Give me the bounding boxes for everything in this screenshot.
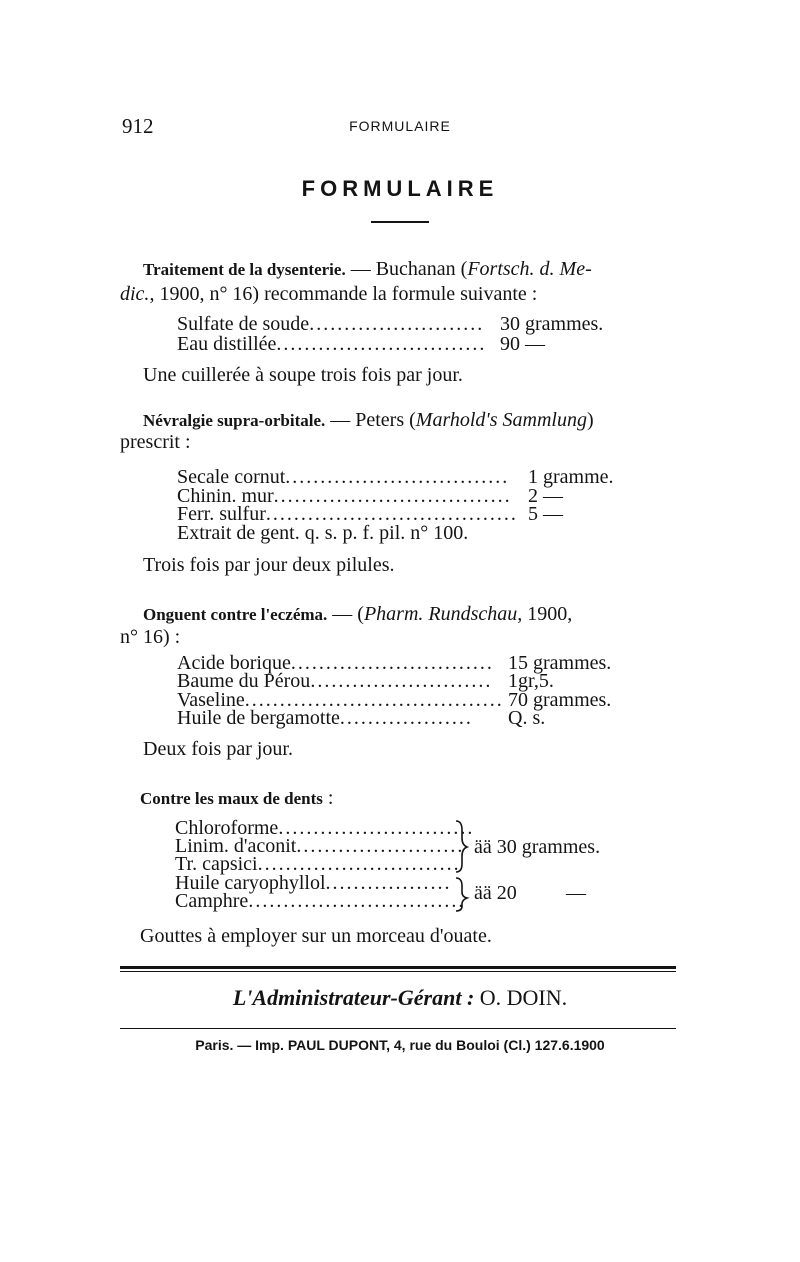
running-title: FORMULAIRE bbox=[349, 118, 451, 134]
section-4-intro: Contre les maux de dents : bbox=[140, 787, 334, 809]
section-1-intro: Traitement de la dysenterie. — Buchanan (Fortsch. d. Me- bbox=[143, 258, 592, 280]
section-2-instruction: Trois fois par jour deux pilules. bbox=[143, 554, 395, 576]
page-title: FORMULAIRE bbox=[301, 176, 499, 201]
list-item: Ferr. sulfur.................................... bbox=[177, 503, 518, 525]
section-3-intro: Onguent contre l'eczéma. — (Pharm. Rundschau, 1900, bbox=[143, 603, 573, 625]
signature-line bbox=[0, 985, 800, 1011]
list-item-amount: 70 grammes. bbox=[508, 689, 612, 711]
list-item: Vaseline..................................... bbox=[177, 689, 504, 711]
list-item: Chloroforme............................ bbox=[175, 817, 475, 839]
list-item-amount: 30 grammes. bbox=[500, 313, 604, 335]
list-item: Huile caryophyllol.................. bbox=[175, 872, 452, 894]
list-item: Sulfate de soude......................... bbox=[177, 313, 485, 335]
list-item: Tr. capsici............................. bbox=[175, 853, 461, 875]
page-number: 912 bbox=[122, 114, 154, 138]
list-item-amount: 1gr,5. bbox=[508, 670, 554, 692]
imprint: Paris. — Imp. PAUL DUPONT, 4, rue du Bouloi (Cl.) 127.6.1900 bbox=[195, 1037, 605, 1053]
section-2-heading: Névralgie supra-orbitale. bbox=[143, 411, 326, 430]
list-item-amount: 90 — bbox=[500, 333, 545, 355]
section-1-instruction: Une cuillerée à soupe trois fois par jour. bbox=[143, 364, 463, 386]
list-item-amount: 2 — bbox=[528, 485, 563, 507]
section-4-instruction: Gouttes à employer sur un morceau d'ouate. bbox=[140, 925, 492, 947]
list-item: Huile de bergamotte................... bbox=[177, 707, 473, 729]
title-rule bbox=[371, 221, 429, 223]
list-item: Secale cornut................................ bbox=[177, 466, 510, 488]
section-1-intro-line2: dic., 1900, n° 16) recommande la formule suivante : bbox=[120, 283, 538, 305]
list-item: Linim. d'aconit........................ bbox=[175, 835, 465, 857]
section-2-intro-line2: prescrit : bbox=[120, 431, 191, 453]
section-3-intro-line2: n° 16) : bbox=[120, 626, 181, 648]
footer-rule-thin-2 bbox=[120, 1028, 676, 1029]
signature-label: L'Administrateur-Gérant : bbox=[232, 985, 475, 1010]
signature-name: O. DOIN. bbox=[479, 985, 568, 1010]
section-4-heading: Contre les maux de dents bbox=[140, 789, 323, 808]
section-3-heading: Onguent contre l'eczéma. bbox=[143, 605, 328, 624]
list-item: Camphre............................... bbox=[175, 890, 466, 912]
group-1-amount: ää 30 grammes. bbox=[474, 836, 601, 858]
group-2-dash: — bbox=[566, 882, 586, 904]
section-2-intro: Névralgie supra-orbitale. — Peters (Marhold's Sammlung) bbox=[143, 409, 594, 431]
list-item: Baume du Pérou.......................... bbox=[177, 670, 493, 692]
footer-rule-thin-1 bbox=[120, 971, 676, 972]
section-3-instruction: Deux fois par jour. bbox=[143, 738, 293, 760]
group-2-amount: ää 20 bbox=[474, 882, 517, 904]
section-1-heading: Traitement de la dysenterie. bbox=[143, 260, 346, 279]
footer-rule-thick bbox=[120, 966, 676, 969]
list-item-amount: 1 gramme. bbox=[528, 466, 614, 488]
section-2-extra-line: Extrait de gent. q. s. p. f. pil. n° 100. bbox=[177, 522, 469, 544]
list-item-amount: Q. s. bbox=[508, 707, 546, 729]
list-item-amount: 15 grammes. bbox=[508, 652, 612, 674]
brace-group-1 bbox=[452, 818, 470, 914]
list-item: Acide borique............................. bbox=[177, 652, 494, 674]
list-item-amount: 5 — bbox=[528, 503, 563, 525]
list-item: Chinin. mur.................................. bbox=[177, 485, 512, 507]
list-item: Eau distillée.............................. bbox=[177, 333, 487, 355]
